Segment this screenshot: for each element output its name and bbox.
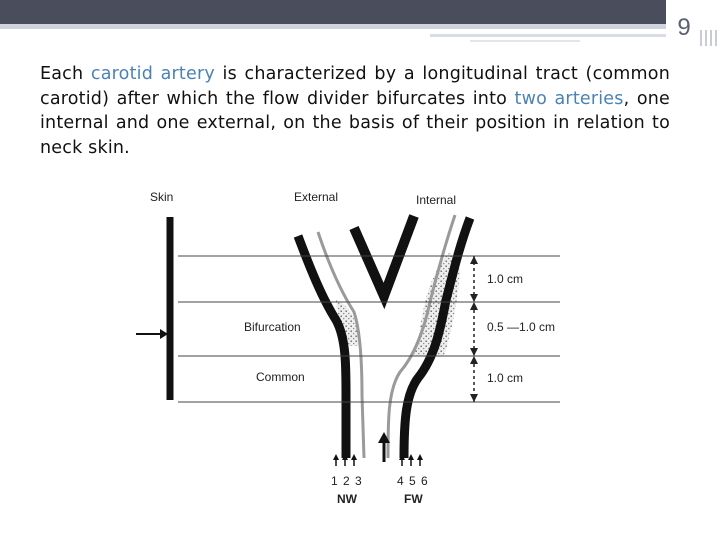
term-two-arteries: two arteries [514, 88, 624, 109]
dimension-arrow [470, 256, 478, 264]
text-segment: Each [40, 64, 91, 84]
far-wall [404, 218, 470, 458]
label-skin: Skin [150, 190, 174, 204]
near-wall [298, 236, 346, 458]
label-dimension-1: 1.0 cm [487, 272, 524, 286]
dimension-arrow [470, 348, 478, 356]
dimension-arrow [470, 394, 478, 402]
label-fw: FW [404, 492, 423, 506]
dimension-arrow [470, 356, 478, 364]
label-fw-numbers: 4 5 6 [397, 474, 429, 488]
label-nw-numbers: 1 2 3 [331, 474, 363, 488]
term-carotid-artery: carotid artery [90, 64, 215, 84]
label-common: Common [256, 370, 305, 384]
label-bifurcation: Bifurcation [244, 320, 301, 334]
label-external: External [294, 190, 339, 204]
page-number: 9 [677, 14, 691, 41]
label-nw: NW [337, 492, 357, 506]
text-segment: , one internal and one external, on the basis of their position in relation to neck skin. [40, 88, 670, 158]
label-dimension-3: 1.0 cm [487, 371, 524, 385]
label-internal: Internal [416, 193, 457, 207]
label-dimension-2: 0.5 —1.0 cm [487, 320, 556, 334]
text-segment: is characterized by a longitudinal tract (common carotid) after which the flow divider bifurcates into [40, 64, 670, 109]
dimension-arrow [470, 302, 478, 310]
dimension-arrow [470, 294, 478, 302]
